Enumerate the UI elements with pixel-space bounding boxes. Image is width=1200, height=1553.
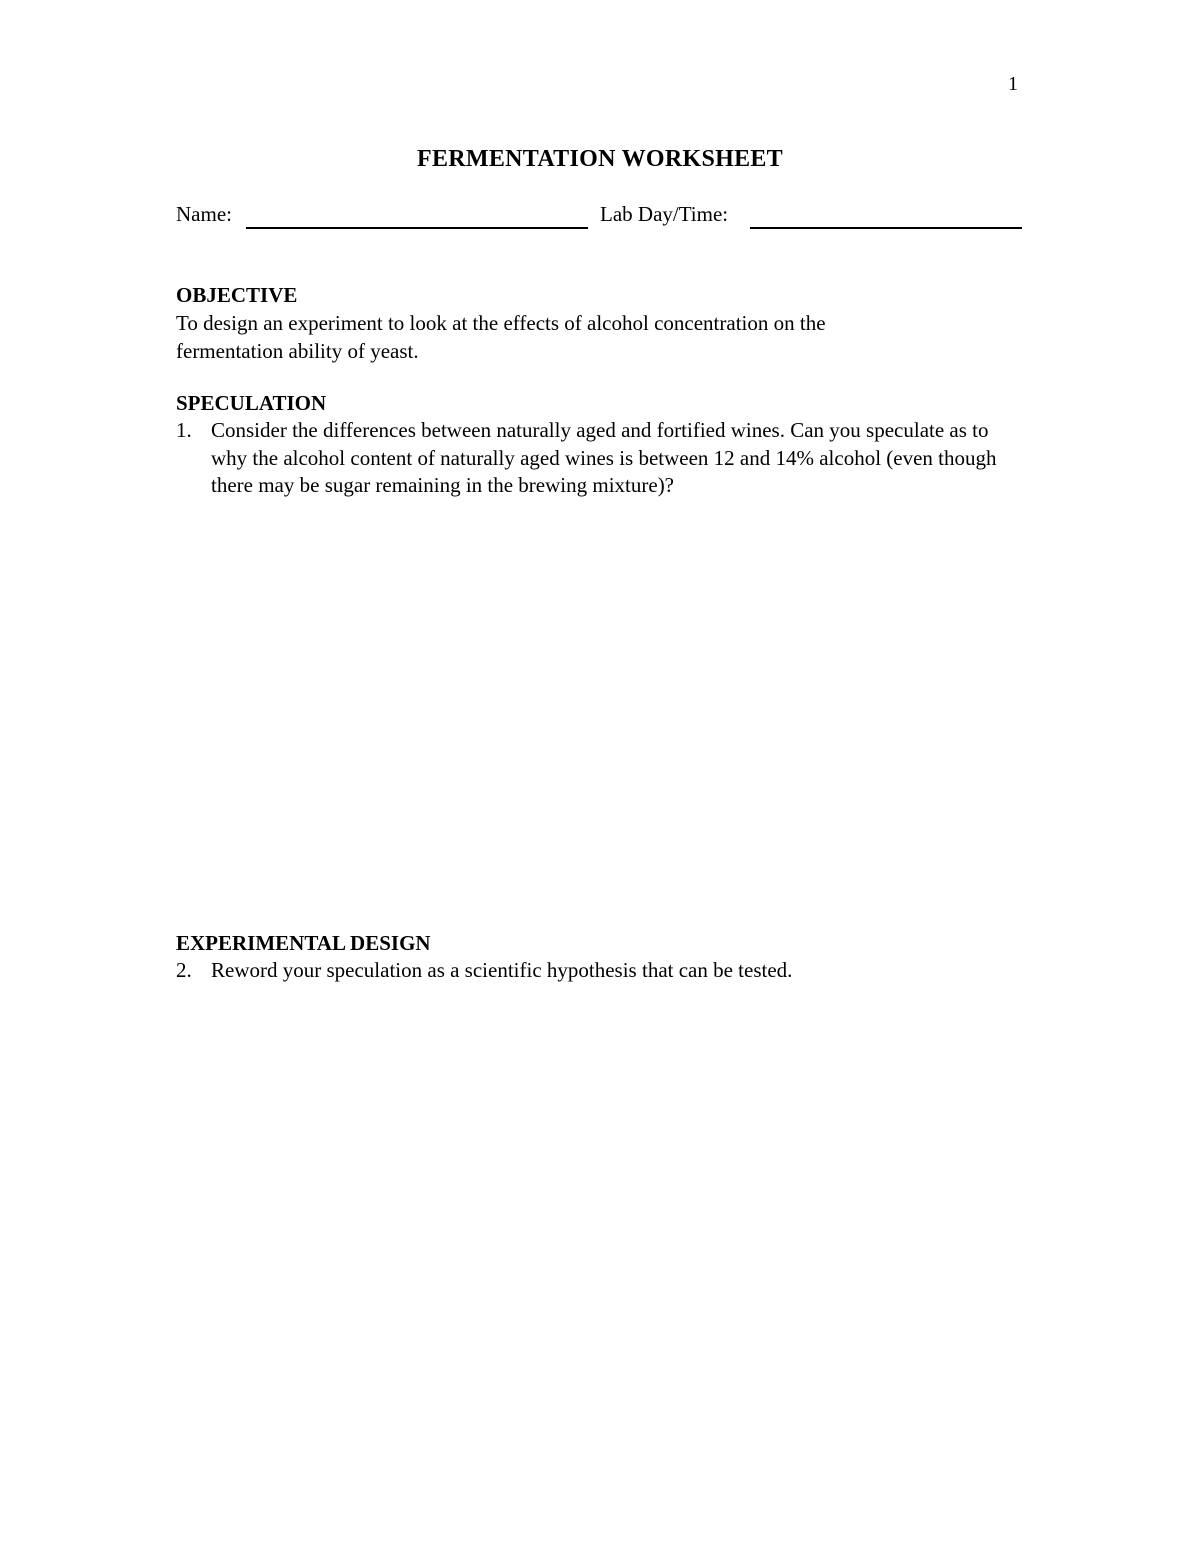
speculation-heading: SPECULATION bbox=[176, 391, 327, 415]
list-item bbox=[176, 417, 1006, 501]
page-number: 1 bbox=[1008, 73, 1018, 95]
lab-day-time-blank-line[interactable] bbox=[750, 227, 1022, 229]
page-title: FERMENTATION WORKSHEET bbox=[417, 146, 783, 172]
question-text: Consider the differences between naturally aged and fortified wines. Can you speculate as to why the alcohol content of naturally aged wines is between 12 and 14% alcohol (even though there may be sugar remaining in the brewing mixture)? bbox=[211, 418, 997, 497]
experimental-design-heading: EXPERIMENTAL DESIGN bbox=[176, 931, 431, 955]
student-info-row bbox=[176, 200, 1024, 230]
name-blank-line[interactable] bbox=[246, 227, 588, 229]
question-text: Reword your speculation as a scientific hypothesis that can be tested. bbox=[211, 958, 793, 982]
question-number: 2. bbox=[176, 958, 192, 982]
name-label: Name: bbox=[176, 202, 232, 226]
lab-day-time-label: Lab Day/Time: bbox=[600, 202, 729, 226]
list-item bbox=[176, 957, 1006, 987]
question-number: 1. bbox=[176, 418, 192, 442]
objective-heading: OBJECTIVE bbox=[176, 283, 298, 307]
objective-text: To design an experiment to look at the effects of alcohol concentration on the fermentation ability of yeast. bbox=[176, 311, 826, 363]
